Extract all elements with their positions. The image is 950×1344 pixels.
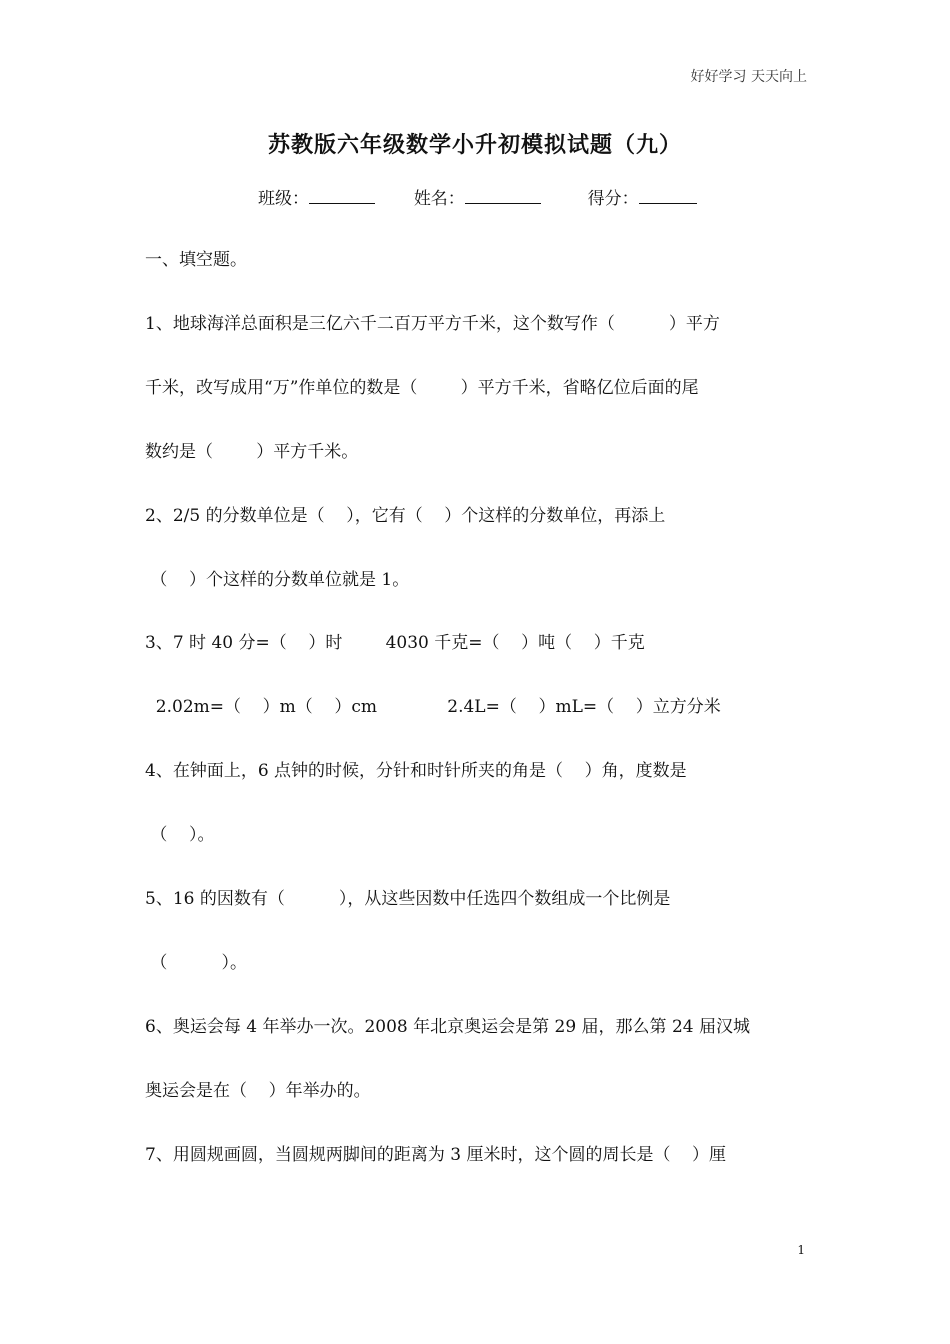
score-label: 得分： — [587, 189, 639, 209]
question-line: （ ）个这样的分数单位就是 1。 — [145, 570, 410, 590]
question-line: 奥运会是在（ ）年举办的。 — [145, 1081, 371, 1101]
header-motto: 好好学习 天天向上 — [690, 69, 807, 85]
question-line: （ ）。 — [145, 953, 247, 973]
question-line: 2、2/5 的分数单位是（ ），它有（ ）个这样的分数单位，再添上 — [145, 506, 666, 526]
question-line: （ ）。 — [145, 825, 215, 845]
question-line: 4、在钟面上，6 点钟的时候，分针和时针所夹的角是（ ）角，度数是 — [145, 761, 687, 781]
question-line: 6、奥运会每 4 年举办一次。2008 年北京奥运会是第 29 届，那么第 24 届汉城 — [145, 1017, 750, 1037]
score-blank — [639, 189, 697, 204]
question-line: 千米，改写成用“万”作单位的数是（ ）平方千米，省略亿位后面的尾 — [145, 378, 699, 398]
page-number: 1 — [797, 1243, 805, 1257]
question-line: 3、7 时 40 分=（ ）时 4030 千克=（ ）吨（ ）千克 — [145, 633, 645, 653]
question-line: 7、用圆规画圆，当圆规两脚间的距离为 3 厘米时，这个圆的周长是（ ）厘 — [145, 1145, 727, 1165]
question-line: 1、地球海洋总面积是三亿六千二百万平方千米，这个数写作（ ）平方 — [145, 314, 720, 334]
class-label: 班级： — [258, 189, 309, 209]
student-info-row — [258, 184, 697, 209]
name-label: 姓名： — [413, 189, 465, 209]
question-line: 2.02m=（ ）m（ ）cm 2.4L=（ ）mL=（ ）立方分米 — [145, 697, 721, 717]
class-blank — [309, 189, 375, 204]
question-line: 5、16 的因数有（ ），从这些因数中任选四个数组成一个比例是 — [145, 889, 671, 909]
question-line: 数约是（ ）平方千米。 — [145, 442, 359, 462]
page-title: 苏教版六年级数学小升初模拟试题（九） — [267, 132, 682, 158]
name-blank — [465, 189, 541, 204]
section-heading: 一、填空题。 — [145, 250, 247, 270]
